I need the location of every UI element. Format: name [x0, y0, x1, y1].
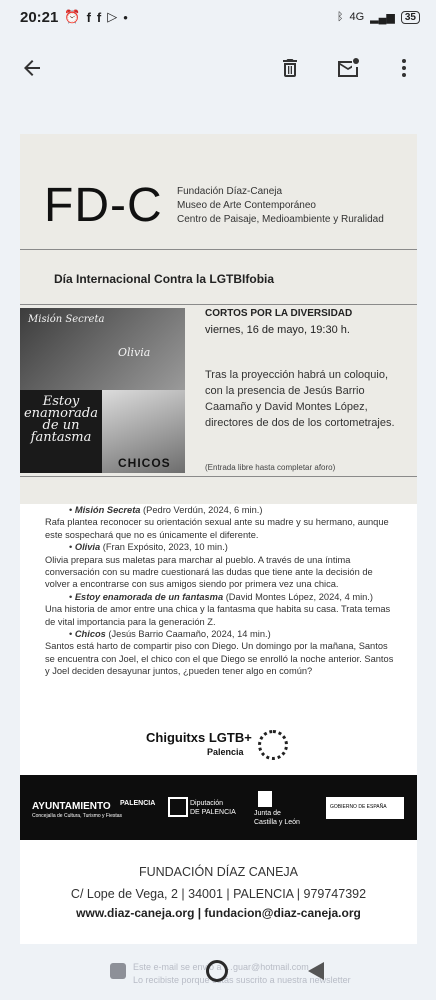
films-poster[interactable]: [20, 308, 185, 473]
more-options-button[interactable]: [386, 50, 422, 86]
mail-unread-icon: [335, 56, 361, 80]
system-nav-bar: [0, 950, 436, 1000]
film-title: Estoy enamorada de un fantasma: [74, 591, 224, 602]
poster-title: Olivia: [118, 346, 151, 359]
film-meta: (Fran Expósito, 2023, 10 min.): [100, 542, 228, 553]
play-icon: ▷: [107, 9, 118, 24]
home-button[interactable]: [206, 960, 228, 982]
subscription-note: Este e-mail se envió a …guar@hotmail.com: [133, 962, 309, 972]
footer-address: C/ Lope de Vega, 2 | 34001 | PALENCIA | 979747392: [70, 887, 367, 901]
sponsor-sub: DE PALENCIA: [190, 809, 236, 816]
sponsor-ayuntamiento: [32, 801, 122, 821]
film-title: Misión Secreta: [74, 505, 141, 515]
film-heading: • Olivia (Fran Expósito, 2023, 10 min.): [69, 542, 228, 553]
sponsor-junta: [254, 809, 300, 827]
chiguitxs-logo: Chiguitxs LGTB+: [146, 730, 252, 745]
sponsor-name: Diputación: [190, 800, 224, 807]
film-heading: • Misión Secreta (Pedro Verdún, 2024, 6 min.): [69, 505, 263, 515]
films-list: [45, 504, 399, 678]
film-heading: • Chicos (Jesús Barrio Caamaño, 2024, 14 min.): [69, 629, 271, 640]
sponsor-palencia: PALENCIA: [120, 800, 156, 807]
event-date: viernes, 16 de mayo, 19:30 h.: [205, 324, 350, 336]
logo-line: Museo de Arte Contemporáneo: [177, 200, 316, 211]
logo-line: Fundación Díaz-Caneja: [177, 186, 283, 197]
film-heading: • Estoy enamorada de un fantasma (David Montes López, 2024, 4 min.): [69, 591, 373, 602]
more-vert-icon: [392, 56, 416, 80]
logo-line: Centro de Paisaje, Medioambiente y Ruralidad: [177, 214, 384, 225]
fdc-logo: FD-C: [44, 179, 163, 232]
status-bar: [0, 0, 436, 34]
poster-title: CHICOS: [118, 456, 171, 470]
newsletter-header: [20, 134, 417, 504]
divider: [20, 476, 417, 477]
event-title: CORTOS POR LA DIVERSIDAD: [205, 308, 353, 319]
facebook-icon-2: f: [96, 9, 102, 25]
signal-icon: ▂▄▆: [370, 11, 395, 24]
email-toolbar: [0, 40, 436, 96]
chiguitxs-seal-icon: [258, 730, 288, 760]
film-meta: (Pedro Verdún, 2024, 6 min.): [140, 505, 263, 515]
subscription-note: Lo recibiste porque estás suscrito a nuestra newsletter: [133, 975, 351, 985]
alarm-icon: ⏰: [64, 9, 81, 24]
film-synopsis: Santos está harto de compartir piso con Diego. Un domingo por la mañana, Santos se encuentra con Joel, el chico con el que Diego se enrolló la noche anterior. Santos y Joel deciden desayunar juntos, ¿pueden tener algo en común?: [45, 641, 394, 677]
divider: [20, 304, 417, 305]
email-footer: [20, 840, 417, 944]
sponsor-name: Junta de: [254, 810, 281, 817]
film-meta: (Jesús Barrio Caamaño, 2024, 14 min.): [105, 629, 271, 640]
poster-title: Estoy enamorada de un fantasma: [23, 394, 98, 445]
sponsor-sub: Castilla y León: [254, 819, 300, 826]
divider: [20, 249, 417, 250]
status-time: 20:21: [20, 8, 59, 26]
delete-button[interactable]: [272, 50, 308, 86]
sponsor-sub: Concejalía de Cultura, Turismo y Fiestas: [32, 813, 123, 819]
back-button[interactable]: [14, 50, 50, 86]
day-title: Día Internacional Contra la LGTBIfobia: [54, 272, 275, 286]
diputacion-icon: [168, 797, 188, 817]
poster-title: Misión Secreta: [28, 314, 105, 325]
sponsor-name: AYUNTAMIENTO: [32, 801, 111, 812]
trash-icon: [278, 56, 302, 80]
back-nav-button[interactable]: [308, 962, 324, 980]
status-right: [337, 11, 420, 24]
footer-links[interactable]: www.diaz-caneja.org | fundacion@diaz-caneja.org: [76, 906, 361, 920]
battery-icon: 35: [401, 11, 420, 24]
sponsor-diputacion: [190, 799, 236, 817]
sponsor-gobierno: GOBIERNO DE ESPAÑA: [326, 797, 404, 819]
network-label: 4G: [349, 11, 365, 23]
event-note: (Entrada libre hasta completar aforo): [205, 463, 336, 472]
dot-icon: •: [123, 9, 128, 25]
arrow-left-icon: [20, 56, 44, 80]
film-title: Olivia: [74, 542, 101, 553]
film-synopsis: Rafa plantea reconocer su orientación sexual ante su madre y su hermano, aunque este sospechará que no es únicamente el diferente.: [45, 517, 389, 540]
facebook-icon: f: [86, 9, 91, 25]
footer-name: FUNDACIÓN DÍAZ CANEJA: [138, 865, 299, 879]
film-synopsis: Olivia prepara sus maletas para marchar al pueblo. A través de una íntima conversación con su madre cuestionará las dudas que tiene ante la decisión de volver a encontrarse con sus amigos siendo por primera vez una chica.: [45, 554, 373, 590]
sponsors-band: [20, 775, 417, 840]
event-description: Tras la proyección habrá un coloquio, con la presencia de Jesús Barrio Caamaño y David Montes López, directores de dos de los cortometrajes.: [205, 369, 395, 429]
junta-crest-icon: [258, 791, 272, 807]
mark-unread-button[interactable]: [330, 50, 366, 86]
chiguitxs-city: Palencia: [207, 747, 244, 757]
film-synopsis: Una historia de amor entre una chica y la fantasma que habita su casa. Trata temas de vital importancia para la generación Z.: [45, 604, 391, 627]
recents-button[interactable]: [110, 963, 126, 979]
email-body: [20, 134, 417, 944]
bluetooth-icon: ᛒ: [336, 11, 344, 23]
logo-subtitle: [177, 185, 384, 227]
film-meta: (David Montes López, 2024, 4 min.): [223, 591, 373, 602]
film-title: Chicos: [74, 629, 106, 640]
